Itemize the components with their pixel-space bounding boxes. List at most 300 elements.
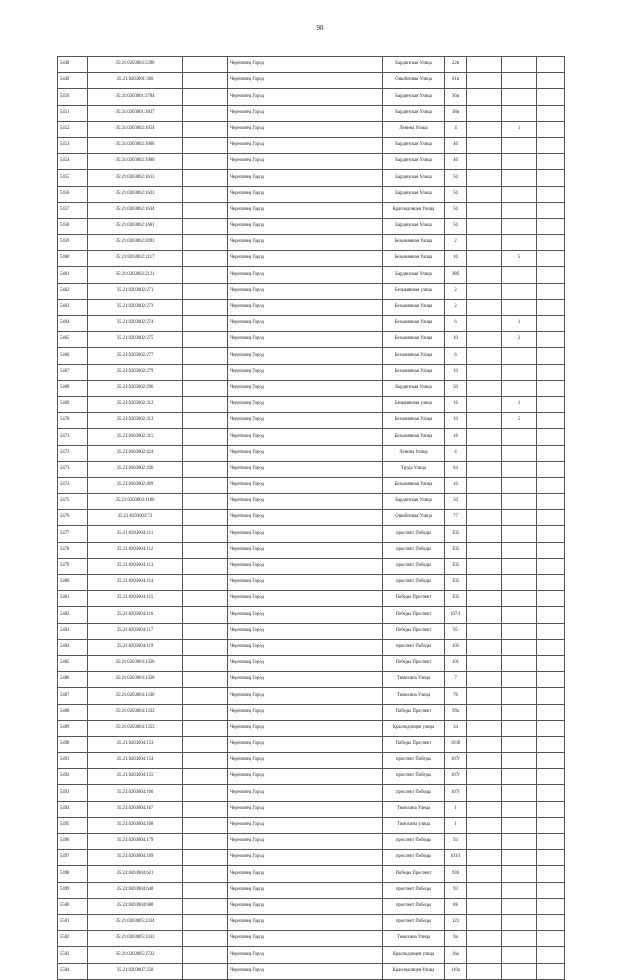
table-row <box>58 736 565 752</box>
building-cell <box>467 364 502 380</box>
row-number-cell: 5475 <box>58 494 88 510</box>
city-cell: Череповец Город <box>228 332 383 348</box>
row-number-cell: 5457 <box>58 202 88 218</box>
cadastral-number-cell: 35:21:0203004:189 <box>88 850 183 866</box>
house-number-cell: 95 <box>445 623 467 639</box>
building-cell <box>467 898 502 914</box>
table-row <box>58 73 565 89</box>
table-row <box>58 218 565 234</box>
street-cell: Краснодонцев улица <box>383 720 445 736</box>
house-number-cell: 105 <box>445 591 467 607</box>
house-number-cell: 77 <box>445 510 467 526</box>
city-cell: Череповец Город <box>228 477 383 493</box>
empty-cell <box>183 898 228 914</box>
street-cell: Бардинская Улица <box>383 105 445 121</box>
street-cell: Ошибочная Улица <box>383 73 445 89</box>
apartment-cell <box>502 348 537 364</box>
city-cell: Череповец Город <box>228 898 383 914</box>
empty-cell <box>183 477 228 493</box>
empty-cell <box>183 429 228 445</box>
row-number-cell: 5462 <box>58 283 88 299</box>
empty-cell <box>537 801 565 817</box>
building-cell <box>467 461 502 477</box>
house-number-cell: 103б <box>445 736 467 752</box>
table-row <box>58 882 565 898</box>
street-cell: проспект Победы <box>383 542 445 558</box>
cadastral-number-cell: 35:21:0203004:111 <box>88 526 183 542</box>
empty-cell <box>537 348 565 364</box>
house-number-cell: 110а <box>445 963 467 979</box>
row-number-cell: 5504 <box>58 963 88 979</box>
table-row <box>58 704 565 720</box>
row-number-cell: 5450 <box>58 89 88 105</box>
cadastral-number-cell: 35:21:0203002:1066 <box>88 137 183 153</box>
house-number-cell: 36а <box>445 947 467 963</box>
house-number-cell: 101 <box>445 655 467 671</box>
street-cell: Победы Проспект <box>383 591 445 607</box>
table-row <box>58 591 565 607</box>
row-number-cell: 5478 <box>58 542 88 558</box>
row-number-cell: 5458 <box>58 218 88 234</box>
house-number-cell: 18 <box>445 429 467 445</box>
table-row <box>58 688 565 704</box>
building-cell <box>467 607 502 623</box>
empty-cell <box>537 251 565 267</box>
row-number-cell: 5469 <box>58 396 88 412</box>
building-cell <box>467 655 502 671</box>
cadastral-number-cell: 35:21:0203002:424 <box>88 445 183 461</box>
empty-cell <box>537 202 565 218</box>
house-number-cell: 46 <box>445 137 467 153</box>
table-row <box>58 898 565 914</box>
street-cell: Безымянная улица <box>383 283 445 299</box>
table-row <box>58 834 565 850</box>
house-number-cell: 10 <box>445 332 467 348</box>
cadastral-number-cell: 35:21:0203002:274 <box>88 316 183 332</box>
street-cell: Бардинская Улица <box>383 57 445 73</box>
empty-cell <box>537 591 565 607</box>
house-number-cell: 2 <box>445 283 467 299</box>
empty-cell <box>183 251 228 267</box>
city-cell: Череповец Город <box>228 817 383 833</box>
house-number-cell: 6 <box>445 348 467 364</box>
street-cell: Безымянная Улица <box>383 299 445 315</box>
city-cell: Череповец Город <box>228 429 383 445</box>
cadastral-number-cell: 35:21:0203005:3722 <box>88 947 183 963</box>
house-number-cell: 10 <box>445 251 467 267</box>
empty-cell <box>537 154 565 170</box>
city-cell: Череповец Город <box>228 914 383 930</box>
street-cell: Безымянная Улица <box>383 413 445 429</box>
street-cell: Безымянная Улица <box>383 235 445 251</box>
apartment-cell <box>502 834 537 850</box>
house-number-cell: 36в <box>445 89 467 105</box>
cadastral-number-cell: 35:21:0203003:5390 <box>88 57 183 73</box>
building-cell <box>467 931 502 947</box>
street-cell: Тимохина Улица <box>383 801 445 817</box>
apartment-cell <box>502 526 537 542</box>
house-number-cell: 93 <box>445 834 467 850</box>
street-cell: Бардинская Улица <box>383 154 445 170</box>
city-cell: Череповец Город <box>228 186 383 202</box>
cadastral-number-cell: 35:21:0203001:3784 <box>88 89 183 105</box>
cadastral-number-cell: 35:21:0203002:436 <box>88 461 183 477</box>
empty-cell <box>183 510 228 526</box>
empty-cell <box>537 89 565 105</box>
city-cell: Череповец Город <box>228 834 383 850</box>
building-cell <box>467 218 502 234</box>
row-number-cell: 5484 <box>58 639 88 655</box>
empty-cell <box>183 736 228 752</box>
cadastral-number-cell: 35:21:0203002:1634 <box>88 202 183 218</box>
empty-cell <box>183 316 228 332</box>
city-cell: Череповец Город <box>228 348 383 364</box>
cadastral-number-cell: 35:21:0203004:115 <box>88 591 183 607</box>
table-row <box>58 235 565 251</box>
table-row <box>58 477 565 493</box>
cadastral-number-cell: 35:21:0203001:3837 <box>88 105 183 121</box>
apartment-cell <box>502 704 537 720</box>
building-cell <box>467 251 502 267</box>
building-cell <box>467 154 502 170</box>
cadastral-number-cell: 35:21:0203002:279 <box>88 364 183 380</box>
apartment-cell <box>502 445 537 461</box>
cadastral-number-cell: 35:21:0203002:1080 <box>88 154 183 170</box>
city-cell: Череповец Город <box>228 445 383 461</box>
building-cell <box>467 494 502 510</box>
empty-cell <box>537 267 565 283</box>
house-number-cell: 38в <box>445 105 467 121</box>
empty-cell <box>183 445 228 461</box>
building-cell <box>467 186 502 202</box>
house-number-cell: 7 <box>445 672 467 688</box>
cadastral-number-cell: 35:21:0203004:114 <box>88 575 183 591</box>
street-cell: проспект Победы <box>383 850 445 866</box>
apartment-cell: 2 <box>502 332 537 348</box>
empty-cell <box>183 105 228 121</box>
apartment-cell <box>502 720 537 736</box>
empty-cell <box>537 769 565 785</box>
cadastral-number-cell: 35:21:0203004:680 <box>88 898 183 914</box>
empty-cell <box>183 170 228 186</box>
row-number-cell: 5449 <box>58 73 88 89</box>
apartment-cell <box>502 461 537 477</box>
empty-cell <box>183 332 228 348</box>
street-cell: Безымянная Улица <box>383 251 445 267</box>
street-cell: Бардинская Улица <box>383 380 445 396</box>
cadastral-number-cell: 35:21:0203002:313 <box>88 413 183 429</box>
page-number: 98 <box>316 24 324 32</box>
cadastral-number-cell: 35:21:0203002:1661 <box>88 218 183 234</box>
street-cell: Бардинская Улица <box>383 494 445 510</box>
row-number-cell: 5452 <box>58 121 88 137</box>
building-cell <box>467 736 502 752</box>
building-cell <box>467 882 502 898</box>
row-number-cell: 5479 <box>58 558 88 574</box>
table-row <box>58 202 565 218</box>
cadastral-number-cell: 35:21:0203002:2121 <box>88 267 183 283</box>
row-number-cell: 5493 <box>58 785 88 801</box>
house-number-cell: 38б <box>445 267 467 283</box>
house-number-cell: 1 <box>445 817 467 833</box>
house-number-cell: 105 <box>445 575 467 591</box>
empty-cell <box>183 591 228 607</box>
empty-cell <box>537 364 565 380</box>
cadastral-number-cell: 35:21:0203007:258 <box>88 963 183 979</box>
city-cell: Череповец Город <box>228 720 383 736</box>
empty-cell <box>537 218 565 234</box>
city-cell: Череповец Город <box>228 655 383 671</box>
house-number-cell: 107г <box>445 785 467 801</box>
cadastral-number-cell: 35:21:0203001:360 <box>88 73 183 89</box>
apartment-cell <box>502 494 537 510</box>
empty-cell <box>537 850 565 866</box>
empty-cell <box>537 898 565 914</box>
cadastral-number-cell: 35:21:0203004:1353 <box>88 720 183 736</box>
apartment-cell <box>502 202 537 218</box>
city-cell: Череповец Город <box>228 542 383 558</box>
building-cell <box>467 769 502 785</box>
street-cell: Победы Проспект <box>383 607 445 623</box>
building-cell <box>467 801 502 817</box>
empty-cell <box>537 704 565 720</box>
street-cell: проспект Победы <box>383 526 445 542</box>
house-number-cell: 46 <box>445 154 467 170</box>
empty-cell <box>537 817 565 833</box>
empty-cell <box>537 526 565 542</box>
house-number-cell: 107/1 <box>445 607 467 623</box>
city-cell: Череповец Город <box>228 753 383 769</box>
empty-cell <box>183 154 228 170</box>
apartment-cell: 1 <box>502 121 537 137</box>
city-cell: Череповец Город <box>228 769 383 785</box>
city-cell: Череповец Город <box>228 105 383 121</box>
street-cell: проспект Победы <box>383 639 445 655</box>
empty-cell <box>537 57 565 73</box>
empty-cell <box>537 947 565 963</box>
street-cell: проспект Победы <box>383 834 445 850</box>
house-number-cell: 64 <box>445 461 467 477</box>
house-number-cell: 107г <box>445 753 467 769</box>
row-number-cell: 5464 <box>58 316 88 332</box>
cadastral-number-cell: 35:21:0203004:1328 <box>88 672 183 688</box>
street-cell: Победы Проспект <box>383 704 445 720</box>
house-number-cell: 50 <box>445 186 467 202</box>
street-cell: Бардинская Улица <box>383 267 445 283</box>
apartment-cell <box>502 914 537 930</box>
table-row <box>58 607 565 623</box>
row-number-cell: 5498 <box>58 866 88 882</box>
city-cell: Череповец Город <box>228 607 383 623</box>
empty-cell <box>537 623 565 639</box>
table-row <box>58 348 565 364</box>
empty-cell <box>183 461 228 477</box>
city-cell: Череповец Город <box>228 623 383 639</box>
city-cell: Череповец Город <box>228 866 383 882</box>
table-row <box>58 753 565 769</box>
row-number-cell: 5453 <box>58 137 88 153</box>
empty-cell <box>183 218 228 234</box>
table-row <box>58 445 565 461</box>
table-row <box>58 931 565 947</box>
apartment-cell <box>502 866 537 882</box>
house-number-cell: 4 <box>445 445 467 461</box>
table-row <box>58 639 565 655</box>
city-cell: Череповец Город <box>228 137 383 153</box>
building-cell <box>467 57 502 73</box>
building-cell <box>467 866 502 882</box>
cadastral-number-cell: 35:21:0203005:3333 <box>88 931 183 947</box>
cadastral-number-cell: 35:21:0203002:273 <box>88 299 183 315</box>
empty-cell <box>183 639 228 655</box>
apartment-cell <box>502 688 537 704</box>
empty-cell <box>537 316 565 332</box>
row-number-cell: 5455 <box>58 170 88 186</box>
row-number-cell: 5482 <box>58 607 88 623</box>
city-cell: Череповец Город <box>228 704 383 720</box>
table-row <box>58 186 565 202</box>
street-cell: Победы Проспект <box>383 623 445 639</box>
empty-cell <box>537 558 565 574</box>
building-cell <box>467 542 502 558</box>
cadastral-number-cell: 35:21:0203004:168 <box>88 817 183 833</box>
empty-cell <box>537 736 565 752</box>
row-number-cell: 5451 <box>58 105 88 121</box>
cadastral-number-cell: 35:21:0203002:275 <box>88 332 183 348</box>
apartment-cell <box>502 542 537 558</box>
apartment-cell <box>502 769 537 785</box>
empty-cell <box>183 575 228 591</box>
row-number-cell: 5490 <box>58 736 88 752</box>
empty-cell <box>183 542 228 558</box>
city-cell: Череповец Город <box>228 154 383 170</box>
empty-cell <box>537 672 565 688</box>
empty-cell <box>183 931 228 947</box>
apartment-cell <box>502 898 537 914</box>
building-cell <box>467 947 502 963</box>
building-cell <box>467 332 502 348</box>
apartment-cell <box>502 429 537 445</box>
table-row <box>58 283 565 299</box>
empty-cell <box>537 963 565 979</box>
cadastral-number-cell: 35:21:0203003:1106 <box>88 494 183 510</box>
empty-cell <box>537 720 565 736</box>
registry-body <box>58 57 565 980</box>
empty-cell <box>183 866 228 882</box>
empty-cell <box>183 914 228 930</box>
city-cell: Череповец Город <box>228 785 383 801</box>
city-cell: Череповец Город <box>228 57 383 73</box>
empty-cell <box>537 461 565 477</box>
table-row <box>58 963 565 979</box>
cadastral-number-cell: 35:21:0203004:153 <box>88 736 183 752</box>
empty-cell <box>183 57 228 73</box>
empty-cell <box>183 623 228 639</box>
building-cell <box>467 526 502 542</box>
empty-cell <box>537 607 565 623</box>
empty-cell <box>537 655 565 671</box>
apartment-cell <box>502 105 537 121</box>
city-cell: Череповец Город <box>228 494 383 510</box>
street-cell: Тимохина Улица <box>383 931 445 947</box>
city-cell: Череповец Город <box>228 688 383 704</box>
cadastral-number-cell: 35:21:0203002:2117 <box>88 251 183 267</box>
empty-cell <box>537 753 565 769</box>
row-number-cell: 5485 <box>58 655 88 671</box>
empty-cell <box>183 283 228 299</box>
city-cell: Череповец Город <box>228 801 383 817</box>
row-number-cell: 5456 <box>58 186 88 202</box>
empty-cell <box>537 639 565 655</box>
building-cell <box>467 817 502 833</box>
apartment-cell <box>502 170 537 186</box>
building-cell <box>467 639 502 655</box>
apartment-cell <box>502 785 537 801</box>
empty-cell <box>537 688 565 704</box>
table-row <box>58 850 565 866</box>
house-number-cell: 22в <box>445 57 467 73</box>
empty-cell <box>537 882 565 898</box>
cadastral-number-cell: 35:21:0203002:409 <box>88 477 183 493</box>
apartment-cell <box>502 510 537 526</box>
table-row <box>58 105 565 121</box>
street-cell: Победы Проспект <box>383 655 445 671</box>
row-number-cell: 5497 <box>58 850 88 866</box>
house-number-cell: 107г <box>445 769 467 785</box>
building-cell <box>467 672 502 688</box>
building-cell <box>467 720 502 736</box>
table-row <box>58 154 565 170</box>
street-cell: Безымянная Улица <box>383 348 445 364</box>
building-cell <box>467 477 502 493</box>
row-number-cell: 5483 <box>58 623 88 639</box>
building-cell <box>467 963 502 979</box>
cadastral-number-cell: 35:21:0203004:1330 <box>88 688 183 704</box>
row-number-cell: 5488 <box>58 704 88 720</box>
row-number-cell: 5461 <box>58 267 88 283</box>
city-cell: Череповец Город <box>228 396 383 412</box>
house-number-cell: 105 <box>445 526 467 542</box>
building-cell <box>467 105 502 121</box>
row-number-cell: 5472 <box>58 445 88 461</box>
row-number-cell: 5481 <box>58 591 88 607</box>
table-row <box>58 720 565 736</box>
empty-cell <box>183 785 228 801</box>
row-number-cell: 5454 <box>58 154 88 170</box>
row-number-cell: 5476 <box>58 510 88 526</box>
building-cell <box>467 267 502 283</box>
empty-cell <box>183 704 228 720</box>
empty-cell <box>537 235 565 251</box>
apartment-cell <box>502 655 537 671</box>
apartment-cell <box>502 218 537 234</box>
row-number-cell: 5486 <box>58 672 88 688</box>
city-cell: Череповец Город <box>228 73 383 89</box>
cadastral-number-cell: 35:21:0203002:1623 <box>88 186 183 202</box>
house-number-cell: 16 <box>445 477 467 493</box>
row-number-cell: 5489 <box>58 720 88 736</box>
street-cell: Безымянная Улица <box>383 477 445 493</box>
table-row <box>58 170 565 186</box>
city-cell: Череповец Город <box>228 931 383 947</box>
street-cell: проспект Победы <box>383 785 445 801</box>
building-cell <box>467 137 502 153</box>
apartment-cell <box>502 672 537 688</box>
apartment-cell <box>502 186 537 202</box>
empty-cell <box>183 672 228 688</box>
street-cell: проспект Победы <box>383 882 445 898</box>
apartment-cell <box>502 817 537 833</box>
